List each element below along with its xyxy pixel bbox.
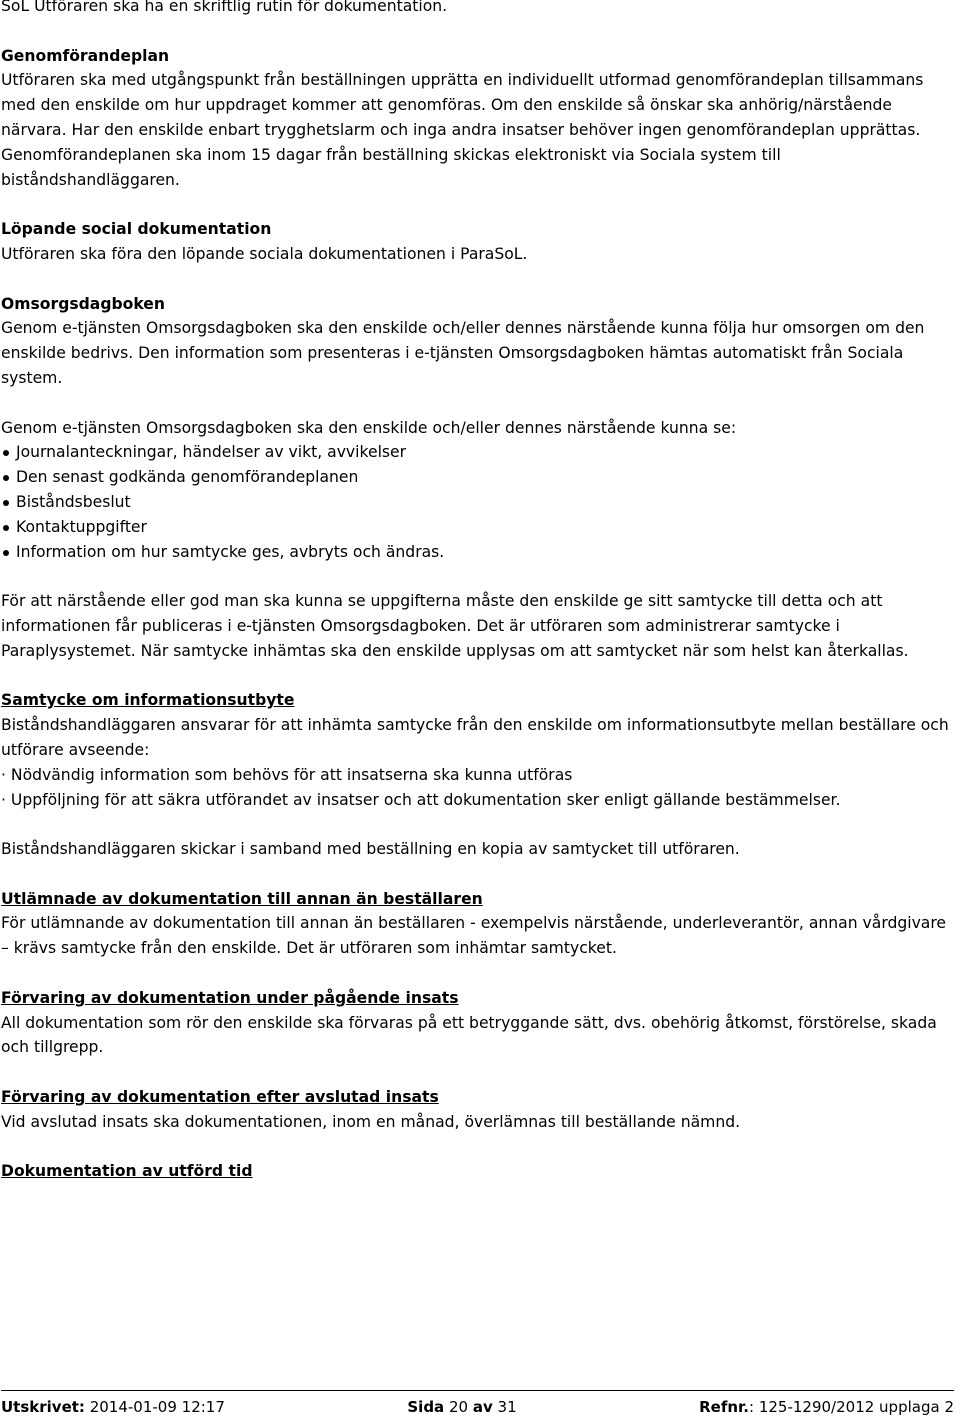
list-item: Den senast godkända genomförandeplanen [1,465,958,490]
heading-forvaring-pagaende: Förvaring av dokumentation under pågående insats [1,988,459,1007]
samtycke-item: · Uppföljning för att säkra utförandet av insatser och att dokumentation sker enligt gällande bestämmelser. [1,790,841,809]
page-number: Sida 20 av 31 [407,1397,517,1416]
lopande-dokumentation-text: Utföraren ska föra den löpande sociala dokumentationen i ParaSoL. [1,244,528,263]
bullet-icon [3,550,9,556]
list-item: Biståndsbeslut [1,490,958,515]
omsorgsdagboken-list-intro: Genom e-tjänsten Omsorgsdagboken ska den enskilde och/eller dennes närstående kunna se: [1,418,737,437]
samtycke-text-2: Biståndshandläggaren skickar i samband med beställning en kopia av samtycket till utföraren. [1,840,740,859]
samtycke-text: Biståndshandläggaren ansvarar för att inhämta samtycke från den enskilde om informationsutbyte mellan beställare och utförare avseende: [1,716,949,759]
list-item: Kontaktuppgifter [1,515,958,540]
list-item: Journalanteckningar, händelser av vikt, avvikelser [1,440,958,465]
bullet-icon [3,475,9,481]
samtycke-item: · Nödvändig information som behövs för att insatserna ska kunna utföras [1,765,573,784]
heading-genomforandeplan: Genomförandeplan [1,46,170,65]
heading-samtycke: Samtycke om informationsutbyte [1,691,295,710]
heading-utford-tid: Dokumentation av utförd tid [1,1162,253,1181]
forvaring-avslutad-text: Vid avslutad insats ska dokumentationen, inom en månad, överlämnas till beställande nämnd. [1,1112,741,1131]
printed-date: Utskrivet: 2014-01-09 12:17 [1,1397,225,1416]
utlamnade-text: För utlämnande av dokumentation till annan än beställaren - exempelvis närstående, underleverantör, annan vårdgivare – krävs samtycke från den enskilde. Det är utföraren som inhämtar samtycket. [1,914,947,958]
heading-utlamnade: Utlämnade av dokumentation till annan än beställaren [1,889,483,908]
heading-omsorgsdagboken: Omsorgsdagboken [1,294,165,313]
omsorgsdagboken-list [1,440,958,564]
heading-lopande-dokumentation: Löpande social dokumentation [1,220,272,239]
reference-number: Refnr.: 125-1290/2012 upplaga 2 [699,1397,954,1416]
genomforandeplan-text: Utföraren ska med utgångspunkt från beställningen upprätta en individuellt utformad genomförandeplan tillsammans med den enskilde om hur uppdraget kommer att genomföras. Om den enskilde så önskar ska anhörig/närstående närvara. Har den enskilde enbart trygghetslarm och inga andra insatser behöver ingen genomförandeplan upprättas. Genomförandeplanen ska inom 15 dagar från beställning skickas elektroniskt via Sociala system till biståndshandläggaren. [1,71,924,189]
forvaring-pagaende-text: All dokumentation som rör den enskilde ska förvaras på ett betryggande sätt, dvs. obehörig åtkomst, förstörelse, skada och tillgrepp. [1,1013,937,1057]
bullet-icon [3,525,9,531]
intro-text: SoL Utföraren ska ha en skriftlig rutin för dokumentation. [1,0,448,15]
bullet-icon [3,500,9,506]
consent-text: För att närstående eller god man ska kunna se uppgifterna måste den enskilde ge sitt samtycke till detta och att informationen får publiceras i e-tjänsten Omsorgsdagboken. Det är utföraren som administrerar samtycke i Paraplysystemet. När samtycke inhämtas ska den enskilde upplysas om att samtycket när som helst kan återkallas. [1,592,909,660]
page-footer [1,1390,954,1423]
list-item: Information om hur samtycke ges, avbryts och ändras. [1,540,958,565]
heading-forvaring-avslutad: Förvaring av dokumentation efter avslutad insats [1,1088,439,1107]
omsorgsdagboken-text: Genom e-tjänsten Omsorgsdagboken ska den enskilde och/eller dennes närstående kunna följa hur omsorgen om den enskilde bedrivs. Den information som presenteras i e-tjänsten Omsorgsdagboken hämtas automatiskt från Sociala system. [1,319,925,387]
bullet-icon [3,450,9,456]
